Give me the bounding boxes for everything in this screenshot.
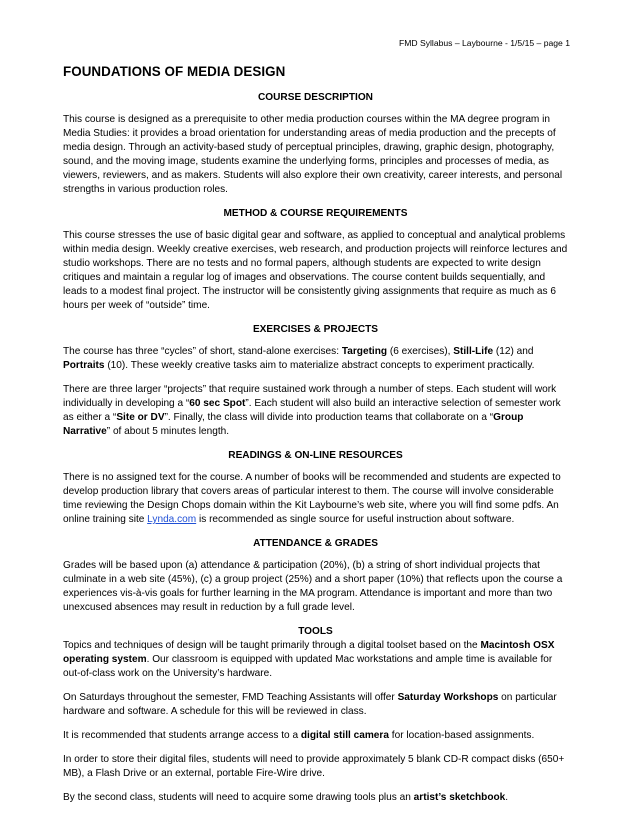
section-heading-course-description: COURSE DESCRIPTION — [258, 92, 373, 103]
document-title: FOUNDATIONS OF MEDIA DESIGN — [63, 64, 286, 79]
section-heading-tools: TOOLS — [298, 626, 333, 637]
tools-paragraph-3: It is recommended that students arrange access to a digital still camera for location-based assignments. — [63, 730, 535, 741]
site-dv-term: Site or DV — [116, 412, 165, 423]
saturday-workshops-term: Saturday Workshops — [397, 692, 499, 703]
method-paragraph: This course stresses the use of basic digital gear and software, as applied to conceptual and analytical problems within media design. Weekly creative exercises, web research, and production projects will reinforce lectures and studio workshops. There are no tests and no formal papers, although students are expected to write design critiques and maintain a regular log of images and observations. The course content builds sequentially, and leads to a modest final project. The instructor will be consistently giving assignments that require as much as 6 hours per week of “outside” time. — [63, 230, 568, 311]
lynda-link[interactable]: Lynda.com — [147, 514, 197, 525]
section-heading-attendance: ATTENDANCE & GRADES — [253, 538, 378, 549]
still-life-term: Still-Life — [453, 346, 494, 357]
mac-osx-term: Macintosh OSX operating system — [63, 640, 555, 665]
sketchbook-term: artist’s sketchbook — [413, 792, 506, 803]
readings-paragraph: There is no assigned text for the course. A number of books will be recommended and students are expected to develop production library that covers areas of particular interest to them. The course will involve considerable time reviewing the Design Chops domain within the Kit Laybourne’s web site, where you will find some pdfs. An online training site Lynda.com is recommended as single source for useful instruction about software. — [63, 472, 561, 525]
section-heading-exercises: EXERCISES & PROJECTS — [252, 324, 379, 335]
tools-paragraph-5: By the second class, students will need to acquire some drawing tools plus an artist’s sketchbook. — [63, 792, 509, 803]
running-header: FMD Syllabus – Laybourne - 1/5/15 – page 1 — [398, 38, 570, 48]
targeting-term: Targeting — [341, 346, 388, 357]
group-narrative-term: Group Narrative — [63, 412, 524, 437]
digital-camera-term: digital still camera — [300, 730, 389, 741]
section-heading-readings: READINGS & ON-LINE RESOURCES — [228, 450, 403, 461]
tools-paragraph-4: In order to store their digital files, students will need to provide approximately 5 blank CD-R compact disks (650+ MB), a Flash Drive or an external, portable Fire-Wire drive. — [63, 754, 565, 779]
document-body — [63, 91, 568, 815]
section-heading-method: METHOD & COURSE REQUIREMENTS — [223, 208, 408, 219]
attendance-paragraph: Grades will be based upon (a) attendance & participation (20%), (b) a string of short individual projects that culminate in a web site (45%), (c) a group project (25%) and a short paper (10%) that reflects upon the course a experiences vis-à-vis goals for further learning in the MA program. Attendance is important and more than two unexcused absences may result in reduction by a full grade level. — [63, 560, 563, 613]
course-description-paragraph: This course is designed as a prerequisite to other media production courses within the MA degree program in Media Studies: it provides a broad orientation for understanding areas of media production and the precepts of media design. Through an activity-based study of perceptual principles, drawing, graphic design, photography, sound, and the moving image, students examine the underlying forms, principles and processes of media, as viewers, reviewers, and as makers. Students will also explore their own creativity, career interests, and personal strengths in various production roles. — [63, 114, 563, 195]
spot-term: 60 sec Spot — [189, 398, 246, 409]
tools-paragraph-2: On Saturdays throughout the semester, FMD Teaching Assistants will offer Saturday Workshops on particular hardware and software. A schedule for this will be reviewed in class. — [63, 692, 557, 717]
exercises-paragraph: The course has three “cycles” of short, stand-alone exercises: Targeting (6 exercises), Still-Life (12) and Portraits (10). These weekly creative tasks aim to materialize abstract concepts to experiment practically. — [63, 346, 535, 371]
projects-paragraph: There are three larger “projects” that require sustained work through a number of steps. Each student will work individually in developing a “60 sec Spot”. Each student will also build an interactive selection of semester work as either a “Site or DV”. Finally, the class will divide into production teams that collaborate on a “Group Narrative” of about 5 minutes length. — [63, 384, 561, 437]
portraits-term: Portraits — [63, 360, 105, 371]
tools-paragraph-1: Topics and techniques of design will be taught primarily through a digital toolset based on the Macintosh OSX operating system. Our classroom is equipped with updated Mac workstations and ample time is available for out-of-class work on the University’s hardware. — [63, 640, 555, 679]
